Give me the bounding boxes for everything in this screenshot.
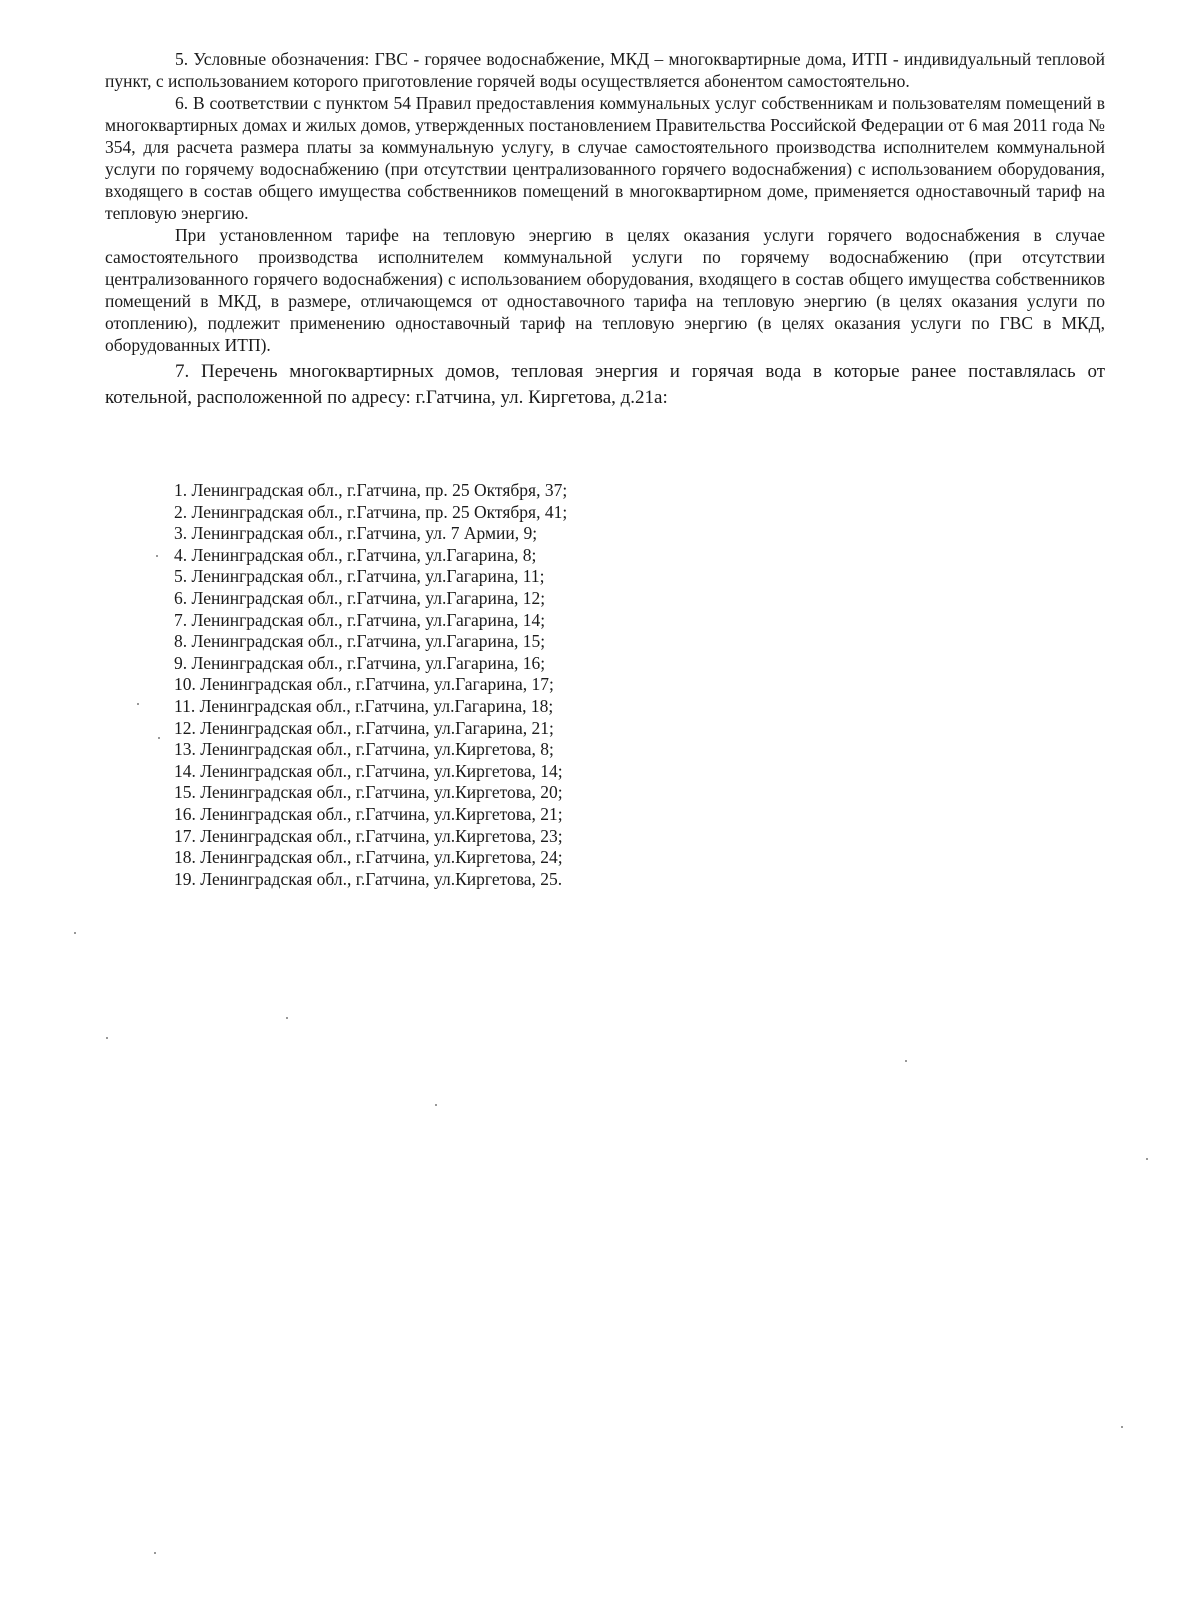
list-item: 1. Ленинградская обл., г.Гатчина, пр. 25 Октября, 37; — [174, 480, 568, 500]
list-item: 8. Ленинградская обл., г.Гатчина, ул.Гагарина, 15; — [174, 631, 546, 652]
scan-speck — [286, 1017, 288, 1019]
list-item: 17. Ленинградская обл., г.Гатчина, ул.Киргетова, 23; — [174, 825, 563, 846]
paragraph-6-tariff-note: При установленном тарифе на тепловую энергию в целях оказания услуги горячего водоснабжения в случае самостоятельного производства исполнителем коммунальной услуги по горячему водоснабжению (при отсутствии централизованного горячего водоснабжения) с использованием оборудования, входящего в состав общего имущества собственников помещений в МКД, в размере, отличающемся от одноставочного тарифа на тепловую энергию (в целях оказания услуги по отоплению), подлежит применению одноставочный тариф на тепловую энергию (в целях оказания услуги по ГВС в МКД, оборудованных ИТП). — [105, 225, 1105, 355]
list-item: 13. Ленинградская обл., г.Гатчина, ул.Киргетова, 8; — [174, 739, 554, 760]
paragraph-7-building-list-intro: 7. Перечень многоквартирных домов, тепловая энергия и горячая вода в которые ранее поставлялась от котельной, расположенной по адресу: г.Гатчина, ул. Киргетова, д.21а: — [105, 361, 1105, 408]
list-item: 2. Ленинградская обл., г.Гатчина, пр. 25 Октября, 41; — [174, 501, 568, 522]
list-item: 11. Ленинградская обл., г.Гатчина, ул.Гагарина, 18; — [174, 695, 554, 716]
address-list — [174, 480, 567, 890]
list-item: 10. Ленинградская обл., г.Гатчина, ул.Гагарина, 17; — [174, 674, 554, 695]
paragraph-6-tariff-rule: 6. В соответствии с пунктом 54 Правил предоставления коммунальных услуг собственникам и пользователям помещений в многоквартирных домах и жилых домов, утвержденных постановлением Правительства Российской Федерации от 6 мая 2011 года № 354, для расчета размера платы за коммунальную услугу, в случае самостоятельного производства исполнителем коммунальной услуги по горячему водоснабжению (при отсутствии централизованного горячего водоснабжения) с использованием оборудования, входящего в состав общего имущества собственников помещений в многоквартирном доме, применяется одноставочный тариф на тепловую энергию. — [105, 93, 1105, 223]
list-item: 5. Ленинградская обл., г.Гатчина, ул.Гагарина, 11; — [174, 566, 545, 587]
scan-speck — [74, 932, 76, 934]
scan-speck — [106, 1037, 108, 1039]
scan-speck — [435, 1104, 437, 1106]
scan-speck — [1121, 1426, 1123, 1428]
paragraph-5-legend: 5. Условные обозначения: ГВС - горячее водоснабжение, МКД – многоквартирные дома, ИТП - индивидуальный тепловой пункт, с использованием которого приготовление горячей воды осуществляется абонентом самостоятельно. — [105, 49, 1105, 91]
scan-speck — [154, 1552, 156, 1554]
list-item: 7. Ленинградская обл., г.Гатчина, ул.Гагарина, 14; — [174, 609, 546, 630]
document-body — [105, 48, 1105, 411]
list-item: 15. Ленинградская обл., г.Гатчина, ул.Киргетова, 20; — [174, 782, 563, 803]
scan-speck — [156, 555, 158, 557]
list-item: 16. Ленинградская обл., г.Гатчина, ул.Киргетова, 21; — [174, 803, 563, 824]
list-item: 19. Ленинградская обл., г.Гатчина, ул.Киргетова, 25. — [174, 868, 563, 889]
scan-speck — [905, 1060, 907, 1062]
list-item: 4. Ленинградская обл., г.Гатчина, ул.Гагарина, 8; — [174, 544, 537, 565]
list-item: 9. Ленинградская обл., г.Гатчина, ул.Гагарина, 16; — [174, 652, 546, 673]
list-item: 18. Ленинградская обл., г.Гатчина, ул.Киргетова, 24; — [174, 847, 563, 868]
list-item: 12. Ленинградская обл., г.Гатчина, ул.Гагарина, 21; — [174, 717, 554, 738]
scan-speck — [1146, 1158, 1148, 1160]
list-item: 6. Ленинградская обл., г.Гатчина, ул.Гагарина, 12; — [174, 587, 546, 608]
list-item: 14. Ленинградская обл., г.Гатчина, ул.Киргетова, 14; — [174, 760, 563, 781]
list-item: 3. Ленинградская обл., г.Гатчина, ул. 7 Армии, 9; — [174, 523, 538, 544]
scan-speck — [158, 737, 160, 739]
scan-speck — [137, 703, 139, 705]
